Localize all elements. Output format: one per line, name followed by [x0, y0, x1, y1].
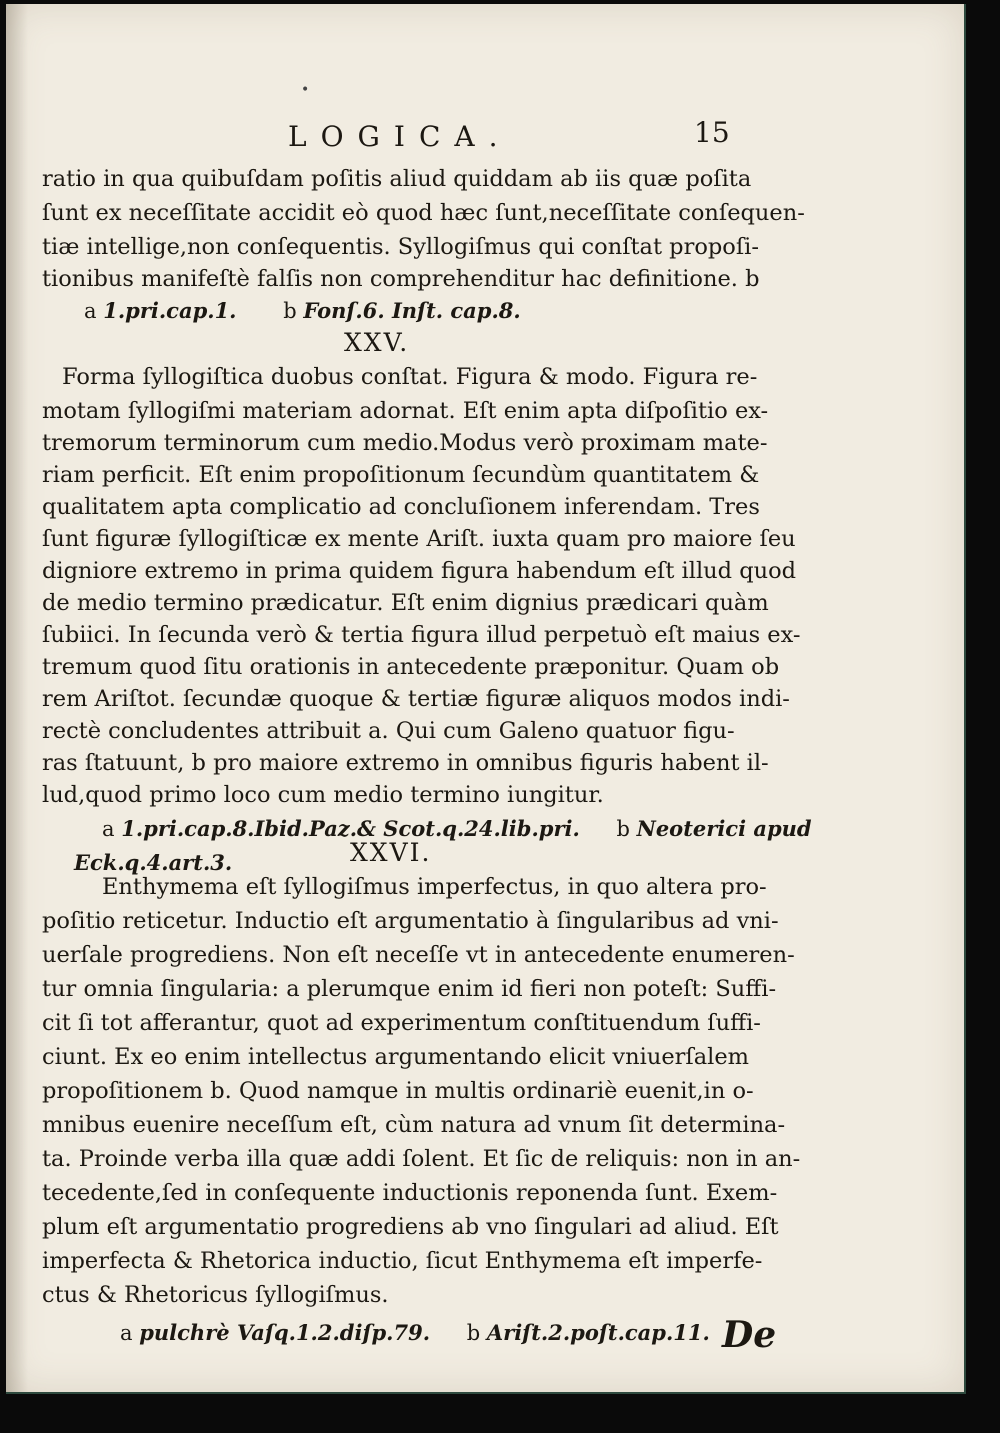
text-line: Forma ſyllogiſtica duobus conſtat. Figura & modo. Figura re-	[62, 364, 758, 390]
section-heading-xxv: XXV.	[344, 328, 410, 357]
catchword: De	[722, 1314, 777, 1356]
text-line: ctus & Rhetoricus ſyllogiſmus.	[42, 1282, 389, 1308]
text-line: ta. Proinde verba illa quæ addi ſolent. Et ſic de reliquis: non in an-	[42, 1146, 801, 1172]
text-line: Enthymema eſt ſyllogiſmus imperfectus, in quo altera pro-	[102, 874, 767, 900]
text-line: tremum quod ſitu orationis in antecedente præponitur. Quam ob	[42, 654, 780, 680]
text-line: ras ſtatuunt, b pro maiore extremo in omnibus figuris habent il-	[42, 750, 769, 776]
text-line: cit ſi tot afferantur, quot ad experimentum conſtituendum ſuffi-	[42, 1010, 761, 1036]
text-line: ſubiici. In ſecunda verò & tertia figura illud perpetuò eſt maius ex-	[42, 622, 801, 648]
footnote-b-text: Ariſt.2.poſt.cap.11.	[486, 1320, 710, 1345]
page-number: 15	[694, 116, 730, 149]
text-line: ciunt. Ex eo enim intellectus argumentando elicit vniuerſalem	[42, 1044, 749, 1070]
text-line: tremorum terminorum cum medio.Modus verò proximam mate-	[42, 430, 768, 456]
text-line: ſunt figuræ ſyllogiſticæ ex mente Ariſt. iuxta quam pro maiore ſeu	[42, 526, 796, 552]
text-line: ſunt ex neceſſitate accidit eò quod hæc ſunt,neceſſitate conſequen-	[42, 200, 805, 226]
text-line: propoſitionem b. Quod namque in multis ordinariè euenit,in o-	[42, 1078, 754, 1104]
footnote-b-label: b	[283, 299, 297, 323]
footnote-a-label: a	[102, 817, 115, 841]
text-line: lud,quod primo loco cum medio termino iungitur.	[42, 782, 604, 808]
footnote-2-continuation	[74, 850, 232, 875]
footnote-b-label: b	[616, 817, 630, 841]
footnote-a-label: a	[120, 1321, 133, 1345]
text-line: qualitatem apta complicatio ad concluſionem inferendam. Tres	[42, 494, 760, 520]
top-mark: •	[301, 82, 310, 98]
footnote-a-text: pulchrè Vaſq.1.2.diſp.79.	[139, 1320, 431, 1345]
footnote-b-text: Neoterici apud	[636, 816, 812, 841]
text-line: tecedente,ſed in conſequente inductionis reponenda ſunt. Exem-	[42, 1180, 778, 1206]
text-line: digniore extremo in prima quidem figura habendum eſt illud quod	[42, 558, 797, 584]
text-line: tiæ intellige,non conſequentis. Syllogiſmus qui conſtat propoſi-	[42, 234, 759, 260]
page-gutter-shadow	[6, 4, 28, 1392]
footnote-b-label: b	[466, 1321, 481, 1345]
book-page	[6, 4, 966, 1394]
footnote-a-label: a	[84, 299, 97, 323]
footnote-cont-text: Eck.q.4.art.3.	[74, 850, 233, 875]
text-line: rectè concludentes attribuit a. Qui cum Galeno quatuor figu-	[42, 718, 735, 744]
section-heading-xxvi: XXVI.	[350, 838, 432, 867]
footnote-a-text: 1.pri.cap.1.	[103, 298, 237, 323]
text-line: mnibus euenire neceſſum eſt, cùm natura ad vnum ſit determina-	[42, 1112, 786, 1138]
text-line: uerſale progrediens. Non eſt neceſſe vt in antecedente enumeren-	[42, 942, 795, 968]
footnote-3	[120, 1320, 710, 1345]
text-line: ratio in qua quibuſdam poſitis aliud quiddam ab iis quæ poſita	[42, 166, 752, 192]
text-line: tur omnia ſingularia: a plerumque enim id fieri non poteſt: Suffi-	[42, 976, 777, 1002]
text-line: tionibus manifeſtè falſis non comprehenditur hac definitione. b	[42, 266, 760, 292]
text-line: motam ſyllogiſmi materiam adornat. Eſt enim apta diſpoſitio ex-	[42, 398, 769, 424]
footnote-a-text: 1.pri.cap.8.Ibid.Paz.& Scot.q.24.lib.pri.	[121, 816, 580, 841]
text-line: plum eſt argumentatio progrediens ab vno ſingulari ad aliud. Eſt	[42, 1214, 779, 1240]
text-line: rem Ariſtot. ſecundæ quoque & tertiæ figuræ aliquos modos indi-	[42, 686, 790, 712]
text-line: de medio termino prædicatur. Eſt enim dignius prædicari quàm	[42, 590, 769, 616]
text-line: riam perficit. Eſt enim propoſitionum ſecundùm quantitatem &	[42, 462, 760, 488]
text-line: imperfecta & Rhetorica inductio, ſicut Enthymema eſt imperfe-	[42, 1248, 763, 1274]
footnote-b-text: Fonſ.6. Inſt. cap.8.	[303, 298, 521, 323]
running-head-title: LOGICA.	[288, 120, 512, 153]
footnote-1	[84, 298, 521, 323]
footnote-2	[102, 816, 812, 841]
text-line: poſitio reticetur. Inductio eſt argumentatio à ſingularibus ad vni-	[42, 908, 779, 934]
